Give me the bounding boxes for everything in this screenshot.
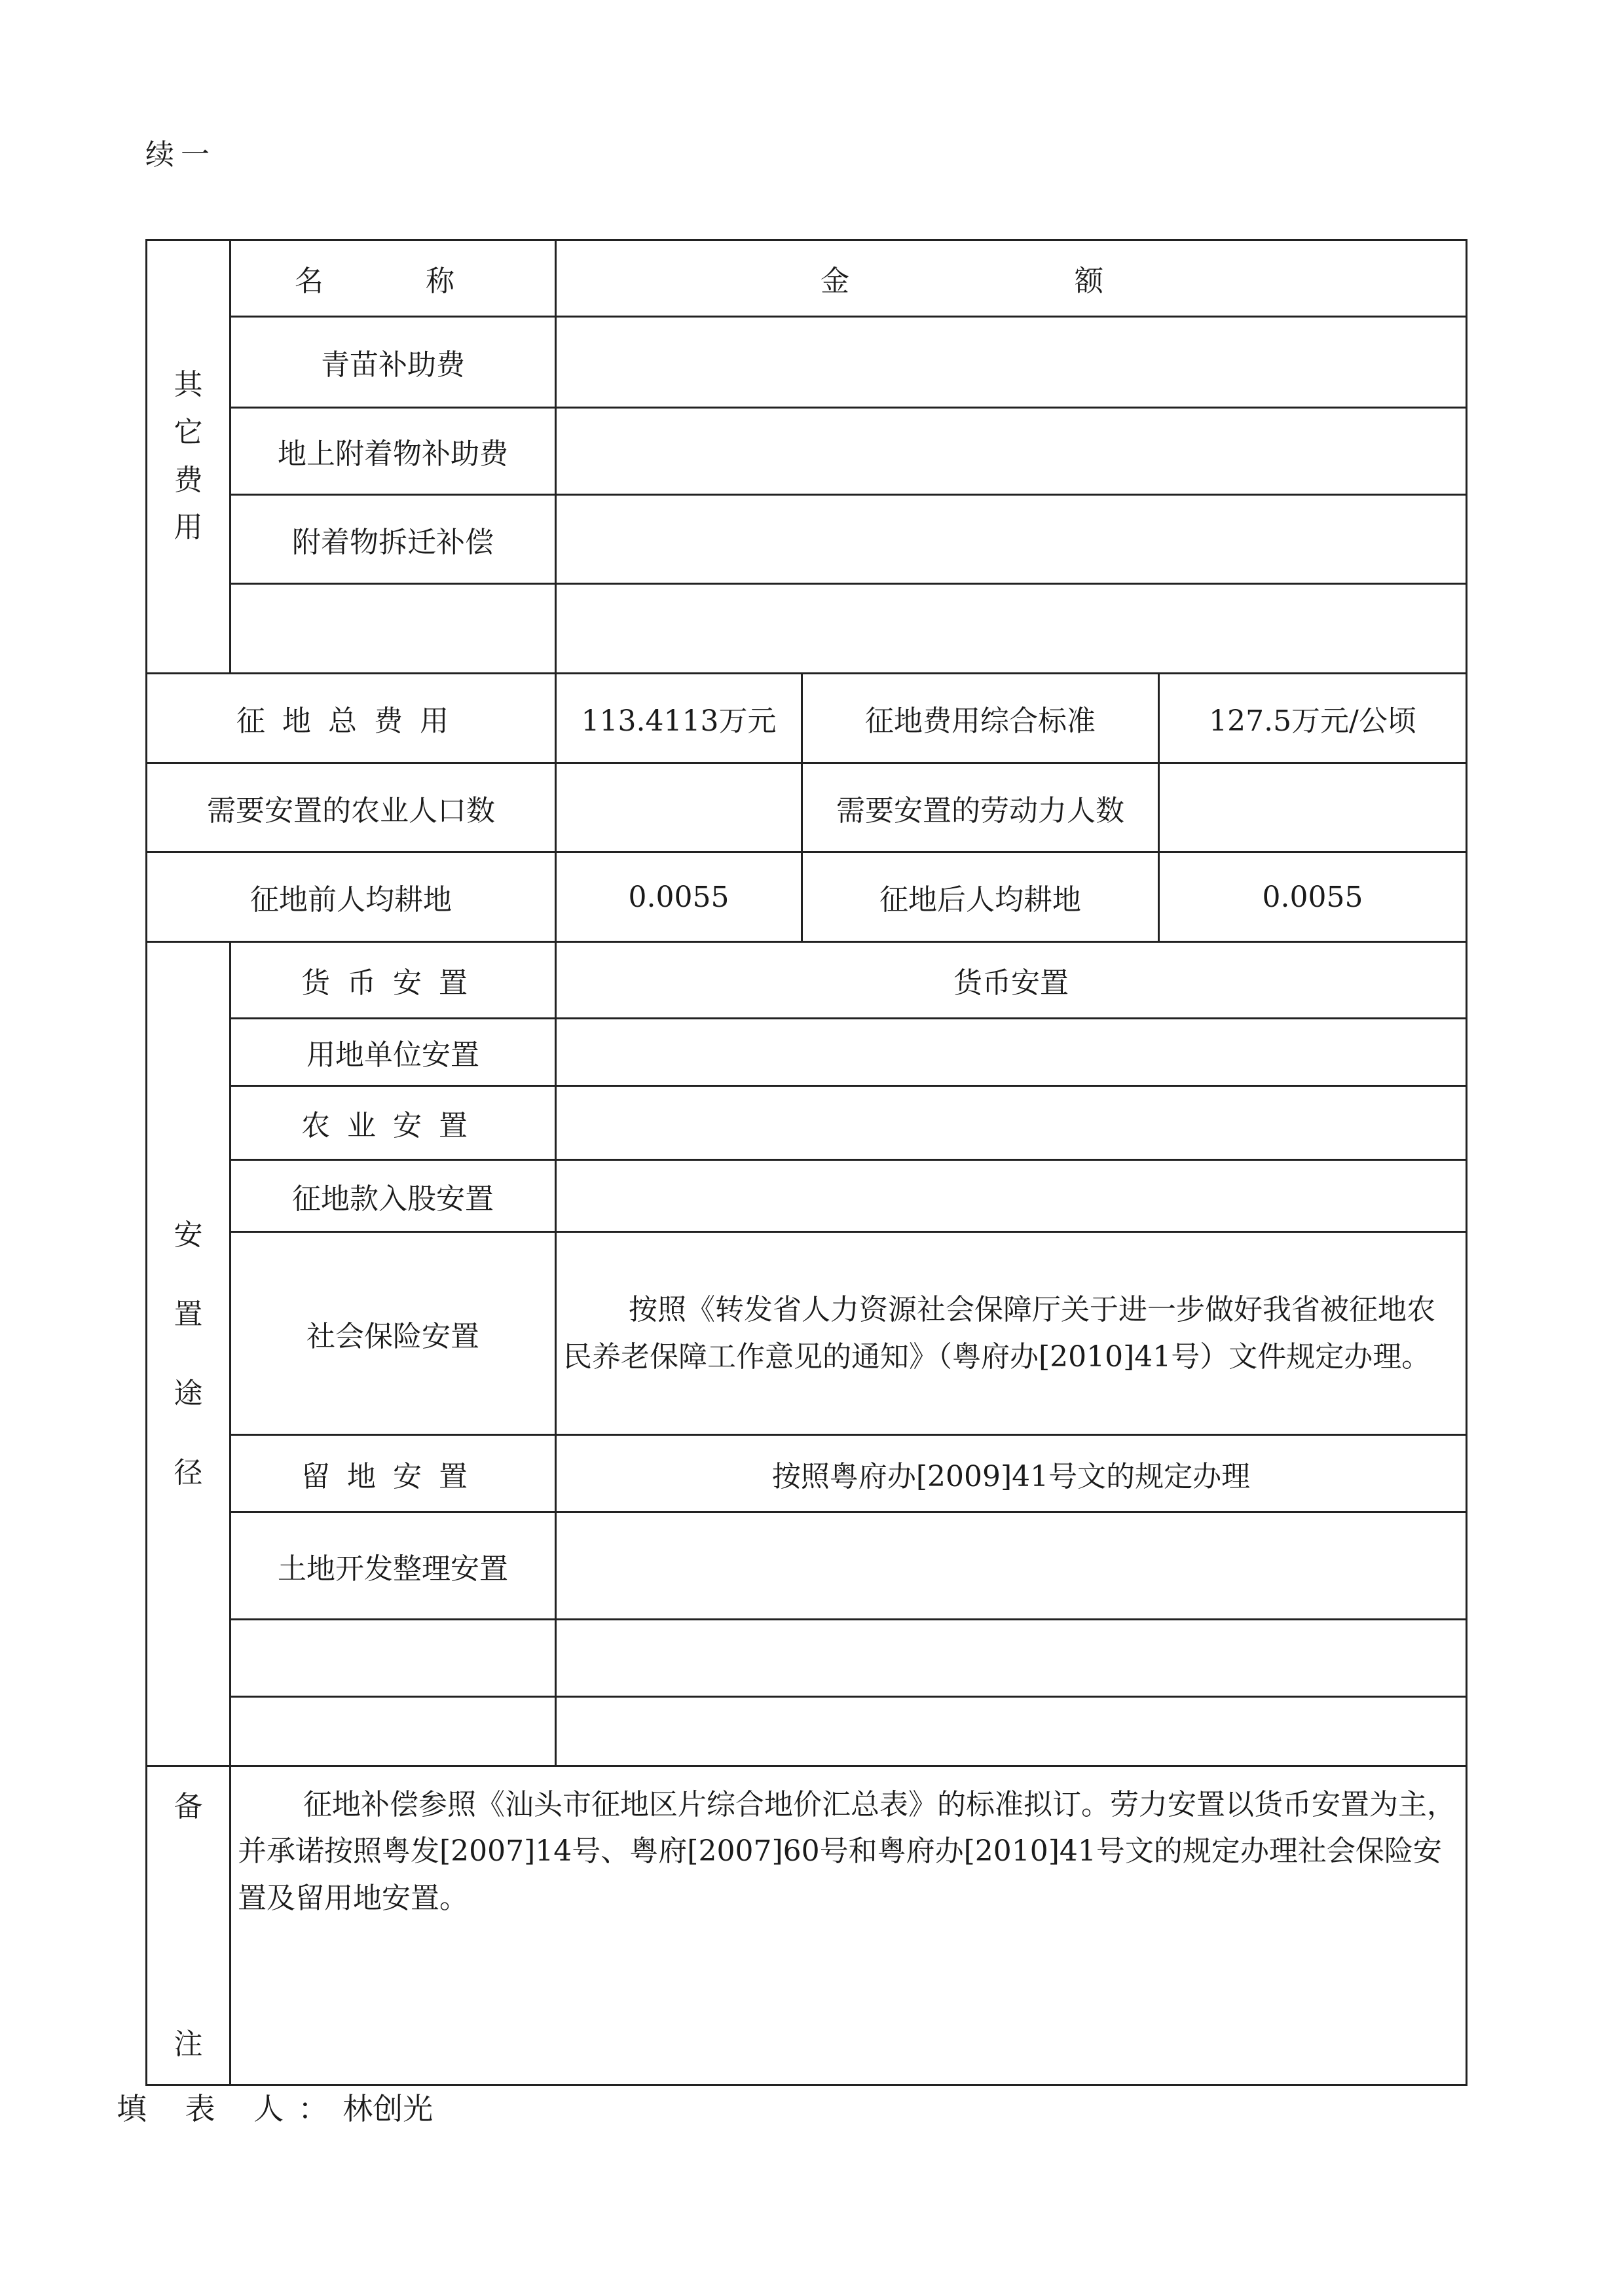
resettlement-name-cell: 征地款入股安置: [231, 1160, 556, 1232]
summary-label: 需要安置的农业人口数: [147, 763, 556, 852]
other-fees-char-4: 用: [174, 511, 203, 545]
summary-value: [1159, 763, 1467, 852]
summary-value: 0.0055: [1159, 852, 1467, 942]
resettlement-name-cell: 货币安置: [231, 942, 556, 1019]
other-fees-char-1: 其: [174, 368, 203, 402]
column-header-name: 名 称: [231, 240, 556, 317]
filler-name: 林创光: [342, 2091, 434, 2126]
resettlement-value-cell: [556, 1160, 1467, 1232]
form-filler: [117, 2085, 433, 2128]
column-header-amount: 金 额: [556, 240, 1467, 317]
summary-value: [556, 763, 802, 852]
remarks-char-2: 注: [174, 2028, 203, 2061]
remarks-label: [147, 1766, 231, 2085]
fee-amount-cell: [556, 408, 1467, 495]
summary-value: 127.5万元/公顷: [1159, 674, 1467, 763]
fee-amount-cell: [556, 495, 1467, 584]
resettlement-char-2: 置: [174, 1298, 203, 1331]
fee-name-cell: 附着物拆迁补偿: [231, 495, 556, 584]
fee-name-cell: 地上附着物补助费: [231, 408, 556, 495]
resettlement-name-cell: [231, 1697, 556, 1766]
fee-amount-cell: [556, 317, 1467, 408]
fee-name-cell: [231, 584, 556, 674]
remarks-char-gap: [147, 1925, 229, 2005]
remarks-text: 征地补偿参照《汕头市征地区片综合地价汇总表》的标准拟订。劳力安置以货币安置为主，并承诺按照粤发[2007]14号、粤府[2007]60号和粤府办[2010]41号文的规定办理社会保险安置及留用地安置。: [238, 1788, 1456, 1915]
other-fees-char-2: 它: [174, 415, 203, 449]
summary-label: 征地前人均耕地: [147, 852, 556, 942]
remarks-char-1: 备: [174, 1790, 203, 1823]
land-requisition-table: [145, 239, 1467, 2086]
social-insurance-text-cell: [556, 1232, 1467, 1435]
summary-label: 征地费用综合标准: [802, 674, 1159, 763]
resettlement-char-1: 安: [174, 1218, 203, 1252]
resettlement-value-cell: [556, 1512, 1467, 1620]
summary-label: 需要安置的劳动力人数: [802, 763, 1159, 852]
resettlement-value-cell: [556, 1019, 1467, 1086]
resettlement-name-cell: 留地安置: [231, 1435, 556, 1512]
fee-amount-cell: [556, 584, 1467, 674]
resettlement-group-label: [147, 942, 231, 1766]
summary-value: 113.4113万元: [556, 674, 802, 763]
summary-label: 征地总费用: [147, 674, 556, 763]
resettlement-name-cell: 社会保险安置: [231, 1232, 556, 1435]
resettlement-value-cell: [556, 1086, 1467, 1160]
other-fees-char-3: 费: [174, 463, 203, 497]
summary-value: 0.0055: [556, 852, 802, 942]
resettlement-name-cell: 用地单位安置: [231, 1019, 556, 1086]
remarks-char-gap: [147, 1846, 229, 1925]
resettlement-name-cell: 农业安置: [231, 1086, 556, 1160]
fee-name-cell: 青苗补助费: [231, 317, 556, 408]
continuation-label: 续一: [145, 138, 216, 172]
resettlement-value-cell: 货币安置: [556, 942, 1467, 1019]
summary-label: 征地后人均耕地: [802, 852, 1159, 942]
other-fees-group-label: [147, 240, 231, 674]
resettlement-value-cell: [556, 1620, 1467, 1697]
resettlement-value-cell: 按照粤府办[2009]41号文的规定办理: [556, 1435, 1467, 1512]
resettlement-name-cell: [231, 1620, 556, 1697]
resettlement-char-4: 径: [174, 1456, 203, 1489]
resettlement-name-cell: 土地开发整理安置: [231, 1512, 556, 1620]
social-insurance-text: 按照《转发省人力资源社会保障厅关于进一步做好我省被征地农民养老保障工作意见的通知》（粤府办[2010]41号）文件规定办理。: [563, 1293, 1435, 1374]
remarks-text-cell: [231, 1766, 1467, 2085]
resettlement-value-cell: [556, 1697, 1467, 1766]
resettlement-char-3: 途: [174, 1377, 203, 1410]
filler-label: 填 表 人：: [117, 2091, 343, 2126]
